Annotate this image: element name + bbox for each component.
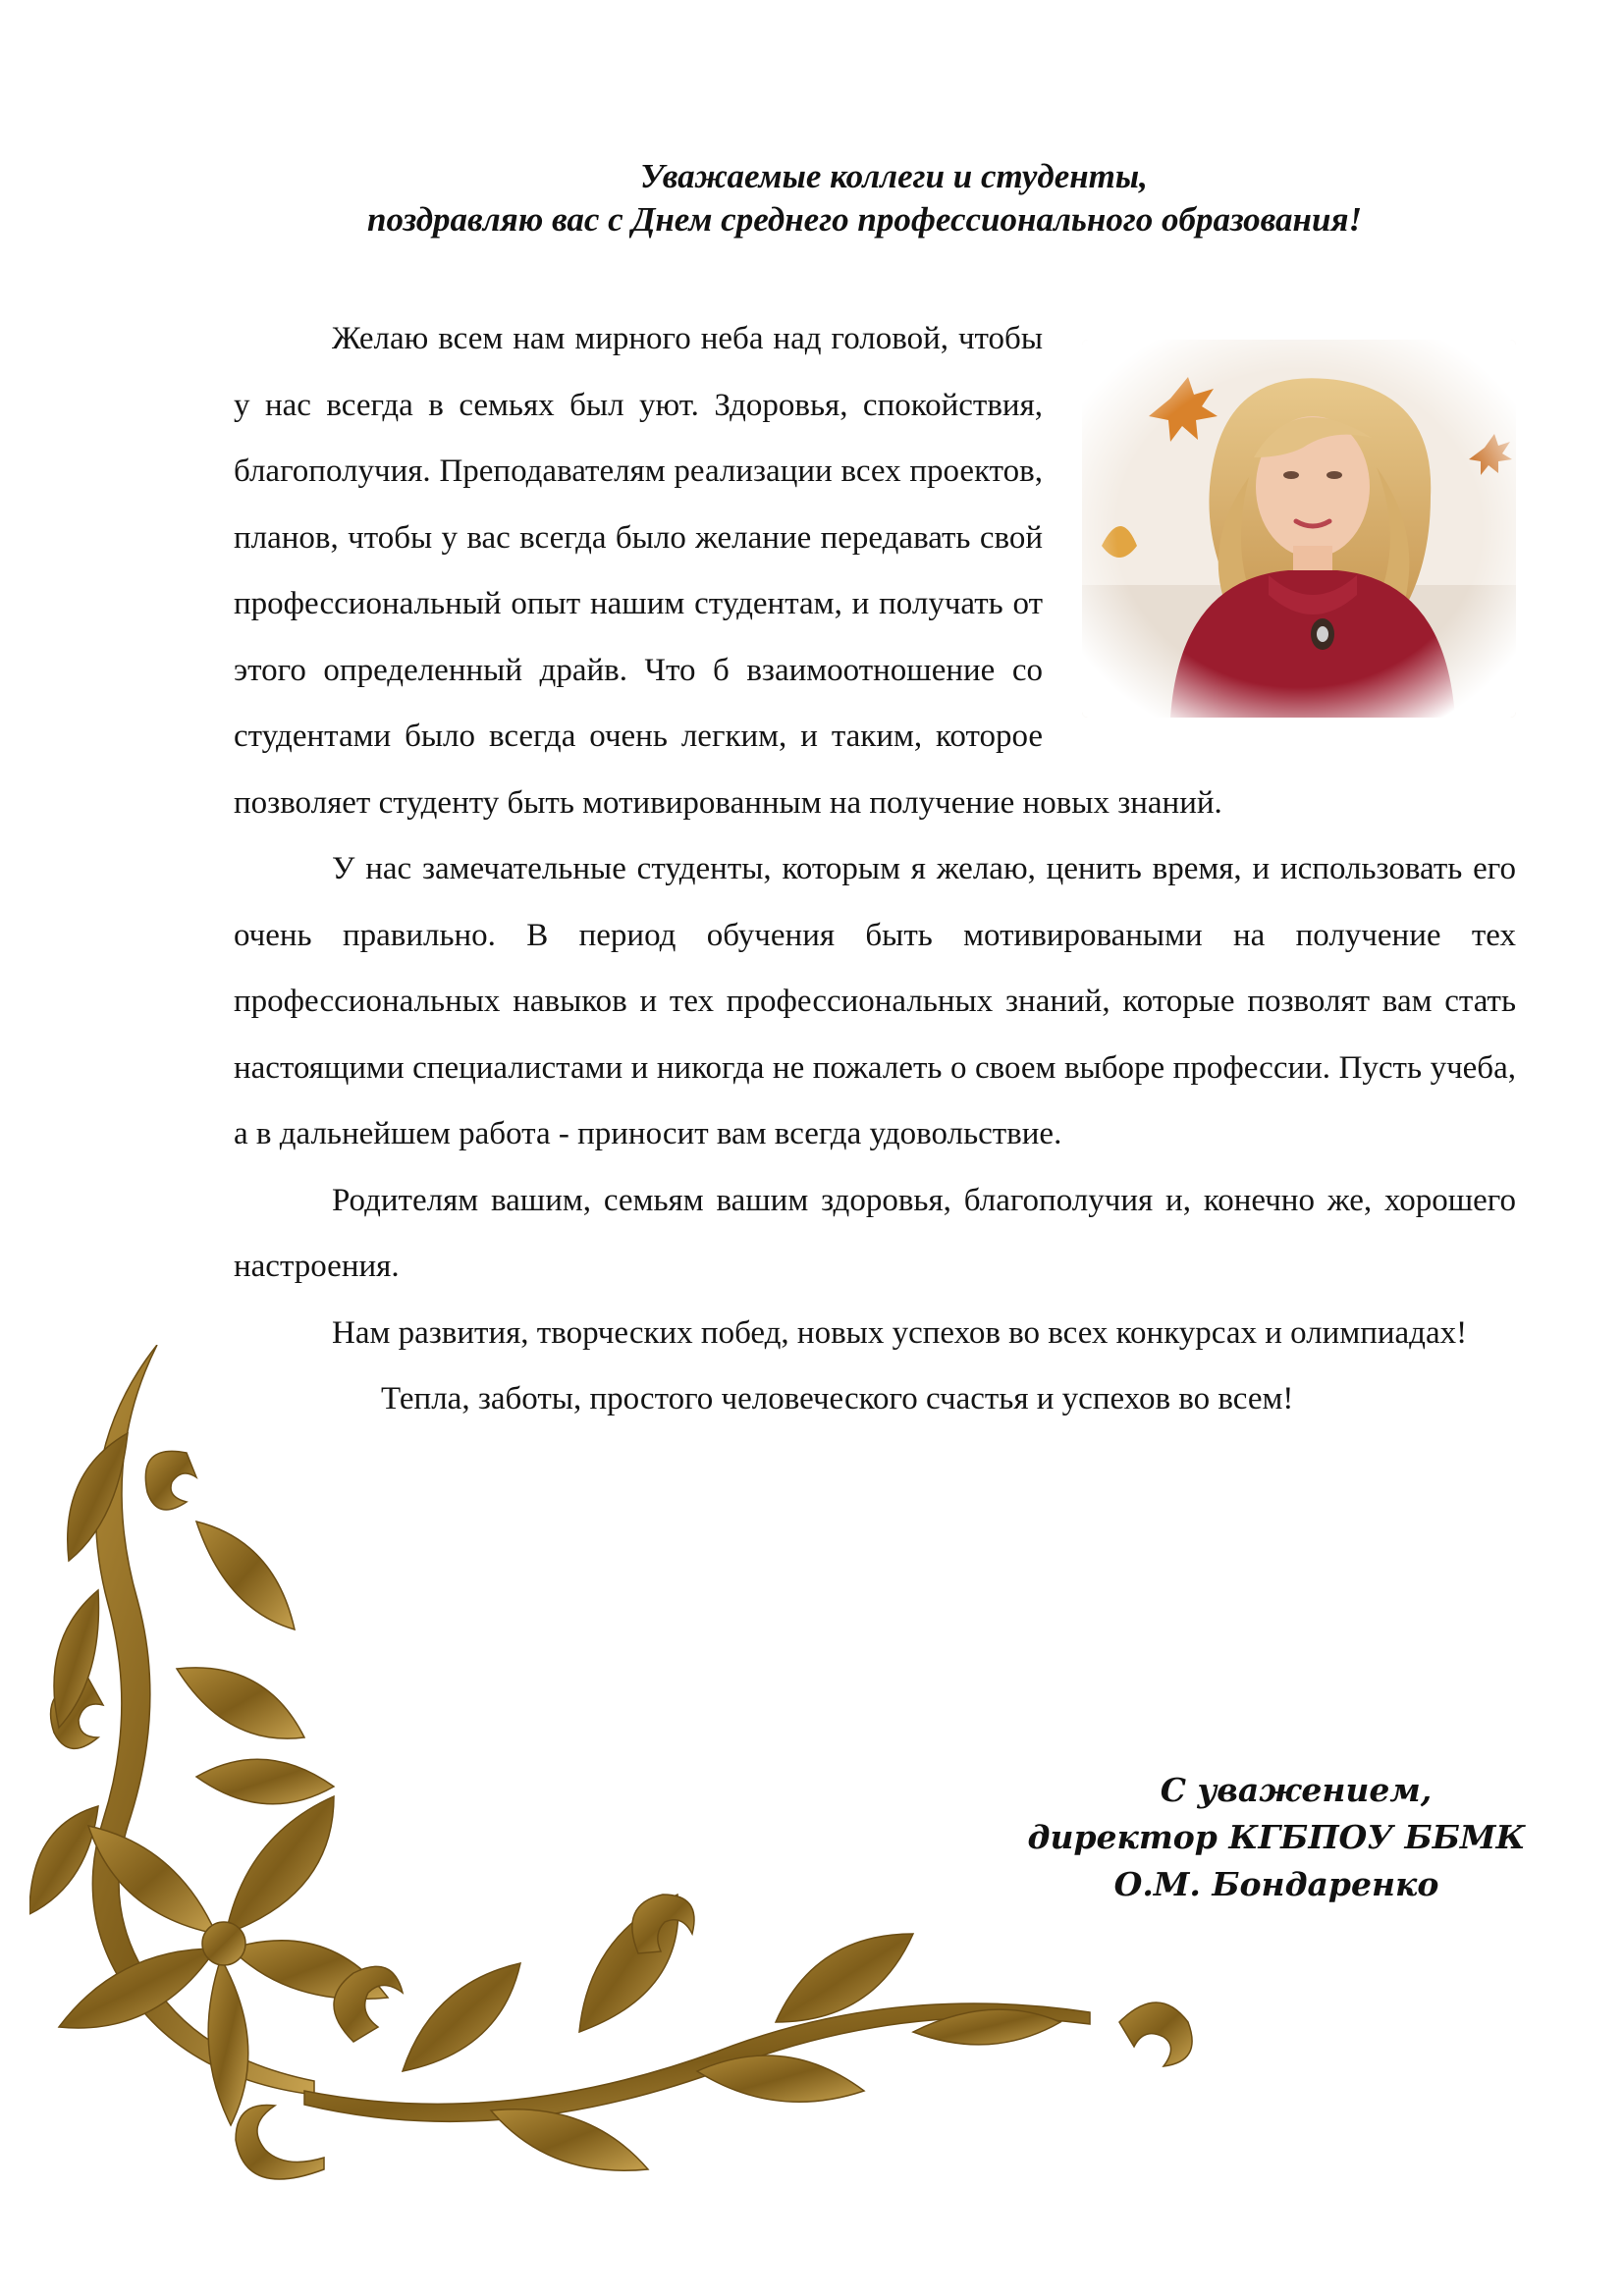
paragraph-3: Родителям вашим, семьям вашим здоровья, благополучия и, конечно же, хорошего настроения. (234, 1182, 1516, 1284)
paragraph-5: Тепла, заботы, простого человеческого счастья и успехов во всем! (381, 1381, 1294, 1416)
floral-corner-ornament (29, 1345, 1237, 2228)
letter-body (234, 306, 1516, 1433)
paragraph-4: Нам развития, творческих побед, новых успехов во всех конкурсах и олимпиадах! (332, 1314, 1468, 1351)
paragraph-2: У нас замечательные студенты, которым я желаю, ценить время, и использовать его очень правильно. В период обучения быть мотивироваными на получение тех профессиональных навыков и тех профессиональных знаний, которые позволят вам стать настоящими специалистами и никогда не пожалеть о своем выборе профессии. Пусть учеба, а в дальнейшем работа - приносит вам всегда удовольствие. (234, 851, 1516, 1151)
signature-name: О.М. Бондаренко (1113, 1865, 1439, 1903)
director-photo (1082, 340, 1516, 718)
heading-line-2: поздравляю вас с Днем среднего профессионального образования! (367, 200, 1363, 239)
signature-title: директор КГБПОУ ББМК (1027, 1818, 1526, 1856)
greeting-heading (295, 155, 1571, 241)
portrait-illustration (1082, 340, 1516, 718)
signature-greeting: С уважением, (1160, 1771, 1433, 1809)
paragraph-1: Желаю всем нам мирного неба над головой, чтобы у нас всегда в семьях был уют. Здоровья, спокойствия, благополучия. Преподавателям реализации всех проектов, планов, чтобы у вас всегда было желание передавать свой профессиональный опыт нашим студентам, и получать от этого определенный драйв. Что б взаимоотношение со студентами было всегда очень легким, и таким, которое позволяет студенту быть мотивированным на получение новых знаний. (234, 321, 1222, 821)
heading-line-1: Уважаемые коллеги и студенты, (640, 157, 1148, 195)
